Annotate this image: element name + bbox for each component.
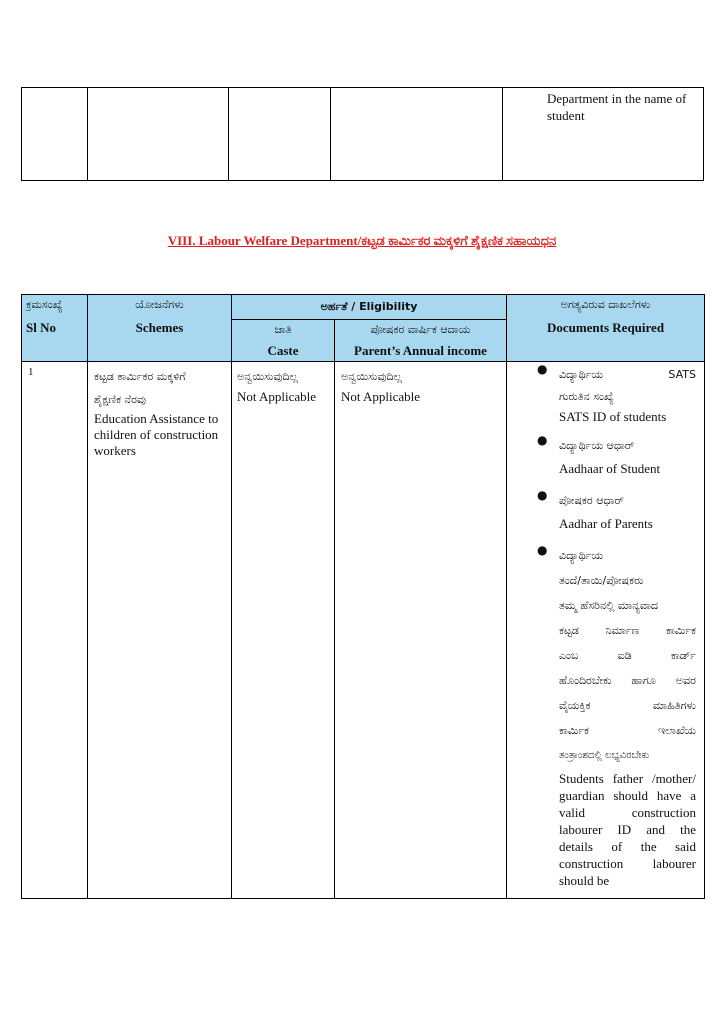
sl-no-header-english: Sl No [26,320,56,335]
document-kannada-line: ತಂದೆ/ತಾಯಿ/ಪೋಷಕರು [559,574,644,587]
header-row [22,295,705,320]
bullet-icon: ● [537,543,548,557]
document-kannada-line: ವಿದ್ಯಾರ್ಥಿಯ [559,549,604,562]
document-kannada-line: ಪೋಷಕರ ಆಧಾರ್ [559,494,624,507]
documents-cell [507,362,705,899]
section-heading: VIII. Labour Welfare Department/ಕಟ್ಟಡ ಕಾರ್ಮಿಕರ ಮಕ್ಕಳಿಗೆ ಶೈಕ್ಷಣಿಕ ಸಹಾಯಧನ [167,233,557,248]
caste-value-english: Not Applicable [237,389,317,404]
bullet-icon: ● [537,433,548,447]
documents-cell [503,88,704,181]
document-english: Aadhar of Parents [559,516,653,531]
income-cell [335,362,507,899]
document-english: Students father /mother/ guardian should have a valid construction labourer ID and the details of the said construction labourer should be [559,771,696,888]
documents-continuation-text: Department in the name of student [547,91,687,123]
scheme-table [21,294,705,899]
document-kannada-line: ತಂತ್ರಾಂಶದಲ್ಲಿ ಲಭ್ಯವಿರಬೇಕು [559,750,650,761]
income-header [335,320,507,362]
document-kannada-line: ಕಟ್ಟಡ ನಿರ್ಮಾಣ ಕಾರ್ಮಿಕ [559,624,696,637]
caste-header-english: Caste [267,343,299,358]
bullet-icon: ● [537,362,548,376]
income-header-english: Parent’s Annual income [354,343,487,358]
caste-value-kannada: ಅನ್ವಯಿಸುವುದಿಲ್ಲ [237,370,298,383]
sl-no-cell [22,362,88,899]
empty-cell [88,88,229,181]
table-row [22,88,704,181]
table-row [22,362,705,899]
scheme-cell [88,362,232,899]
document-kannada-line: ವಿದ್ಯಾರ್ಥಿಯ SATS [559,368,696,381]
income-value-kannada: ಅನ್ವಯಿಸುವುದಿಲ್ಲ [341,370,402,383]
sl-no-header-kannada: ಕ್ರಮಸಂಖ್ಯೆ [26,298,63,311]
document-kannada-line: ಹೊಂದಿರಬೇಕು ಹಾಗೂ ಅವರ [559,674,696,687]
sl-no-header [22,295,88,362]
document-kannada-line: ಎಂಬ ಐಡಿ ಕಾರ್ಡ್ [559,649,696,662]
previous-table-continuation [21,87,704,181]
income-header-kannada: ಪೋಷಕರ ವಾರ್ಷಿಕ ಆದಾಯ [370,323,471,336]
document-kannada-line: ತಮ್ಮ ಹೆಸರಿನಲ್ಲಿ ಮಾನ್ಯವಾದ [559,599,658,612]
schemes-header-english: Schemes [135,320,184,335]
document-item [507,488,704,535]
caste-cell [232,362,335,899]
document-english: Aadhaar of Student [559,461,661,476]
eligibility-header-label: ಅರ್ಹತೆ / Eligibility [320,300,418,313]
caste-header [232,320,335,362]
documents-list [507,362,704,889]
income-value-english: Not Applicable [341,389,421,404]
document-kannada-line: ಕಾರ್ಮಿಕ ಇಲಾಖೆಯ [559,724,696,737]
empty-cell [229,88,331,181]
scheme-name-kannada-line2: ಶೈಕ್ಷಣಿಕ ನೆರವು [94,393,146,406]
document-kannada-line: ವಿದ್ಯಾರ್ಥಿಯ ಆಧಾರ್ [559,439,635,452]
documents-header [507,295,705,362]
documents-header-kannada: ಅಗತ್ಯವಿರುವ ದಾಖಲೆಗಳು [560,298,651,311]
scheme-name-english: Education Assistance to children of construction workers [94,411,219,458]
bullet-icon: ● [537,488,548,502]
schemes-header-kannada: ಯೋಜನೆಗಳು [135,298,184,311]
document-kannada-line: ವೈಯಕ್ತಿಕ ಮಾಹಿತಿಗಳು [559,699,696,712]
scheme-name-kannada-line1: ಕಟ್ಟಡ ಕಾರ್ಮಿಕರ ಮಕ್ಕಳಿಗೆ [94,370,186,383]
schemes-header [88,295,232,362]
sl-no-value: 1 [28,366,34,378]
caste-header-kannada: ಜಾತಿ [274,323,292,336]
empty-cell [331,88,503,181]
empty-cell [22,88,88,181]
documents-header-english: Documents Required [546,320,665,335]
document-item [507,543,704,889]
eligibility-header [232,295,507,320]
document-english: SATS ID of students [559,409,667,424]
document-item [507,362,704,427]
document-item [507,433,704,480]
document-kannada-line: ಗುರುತಿನ ಸಂಖ್ಯೆ [559,390,614,403]
